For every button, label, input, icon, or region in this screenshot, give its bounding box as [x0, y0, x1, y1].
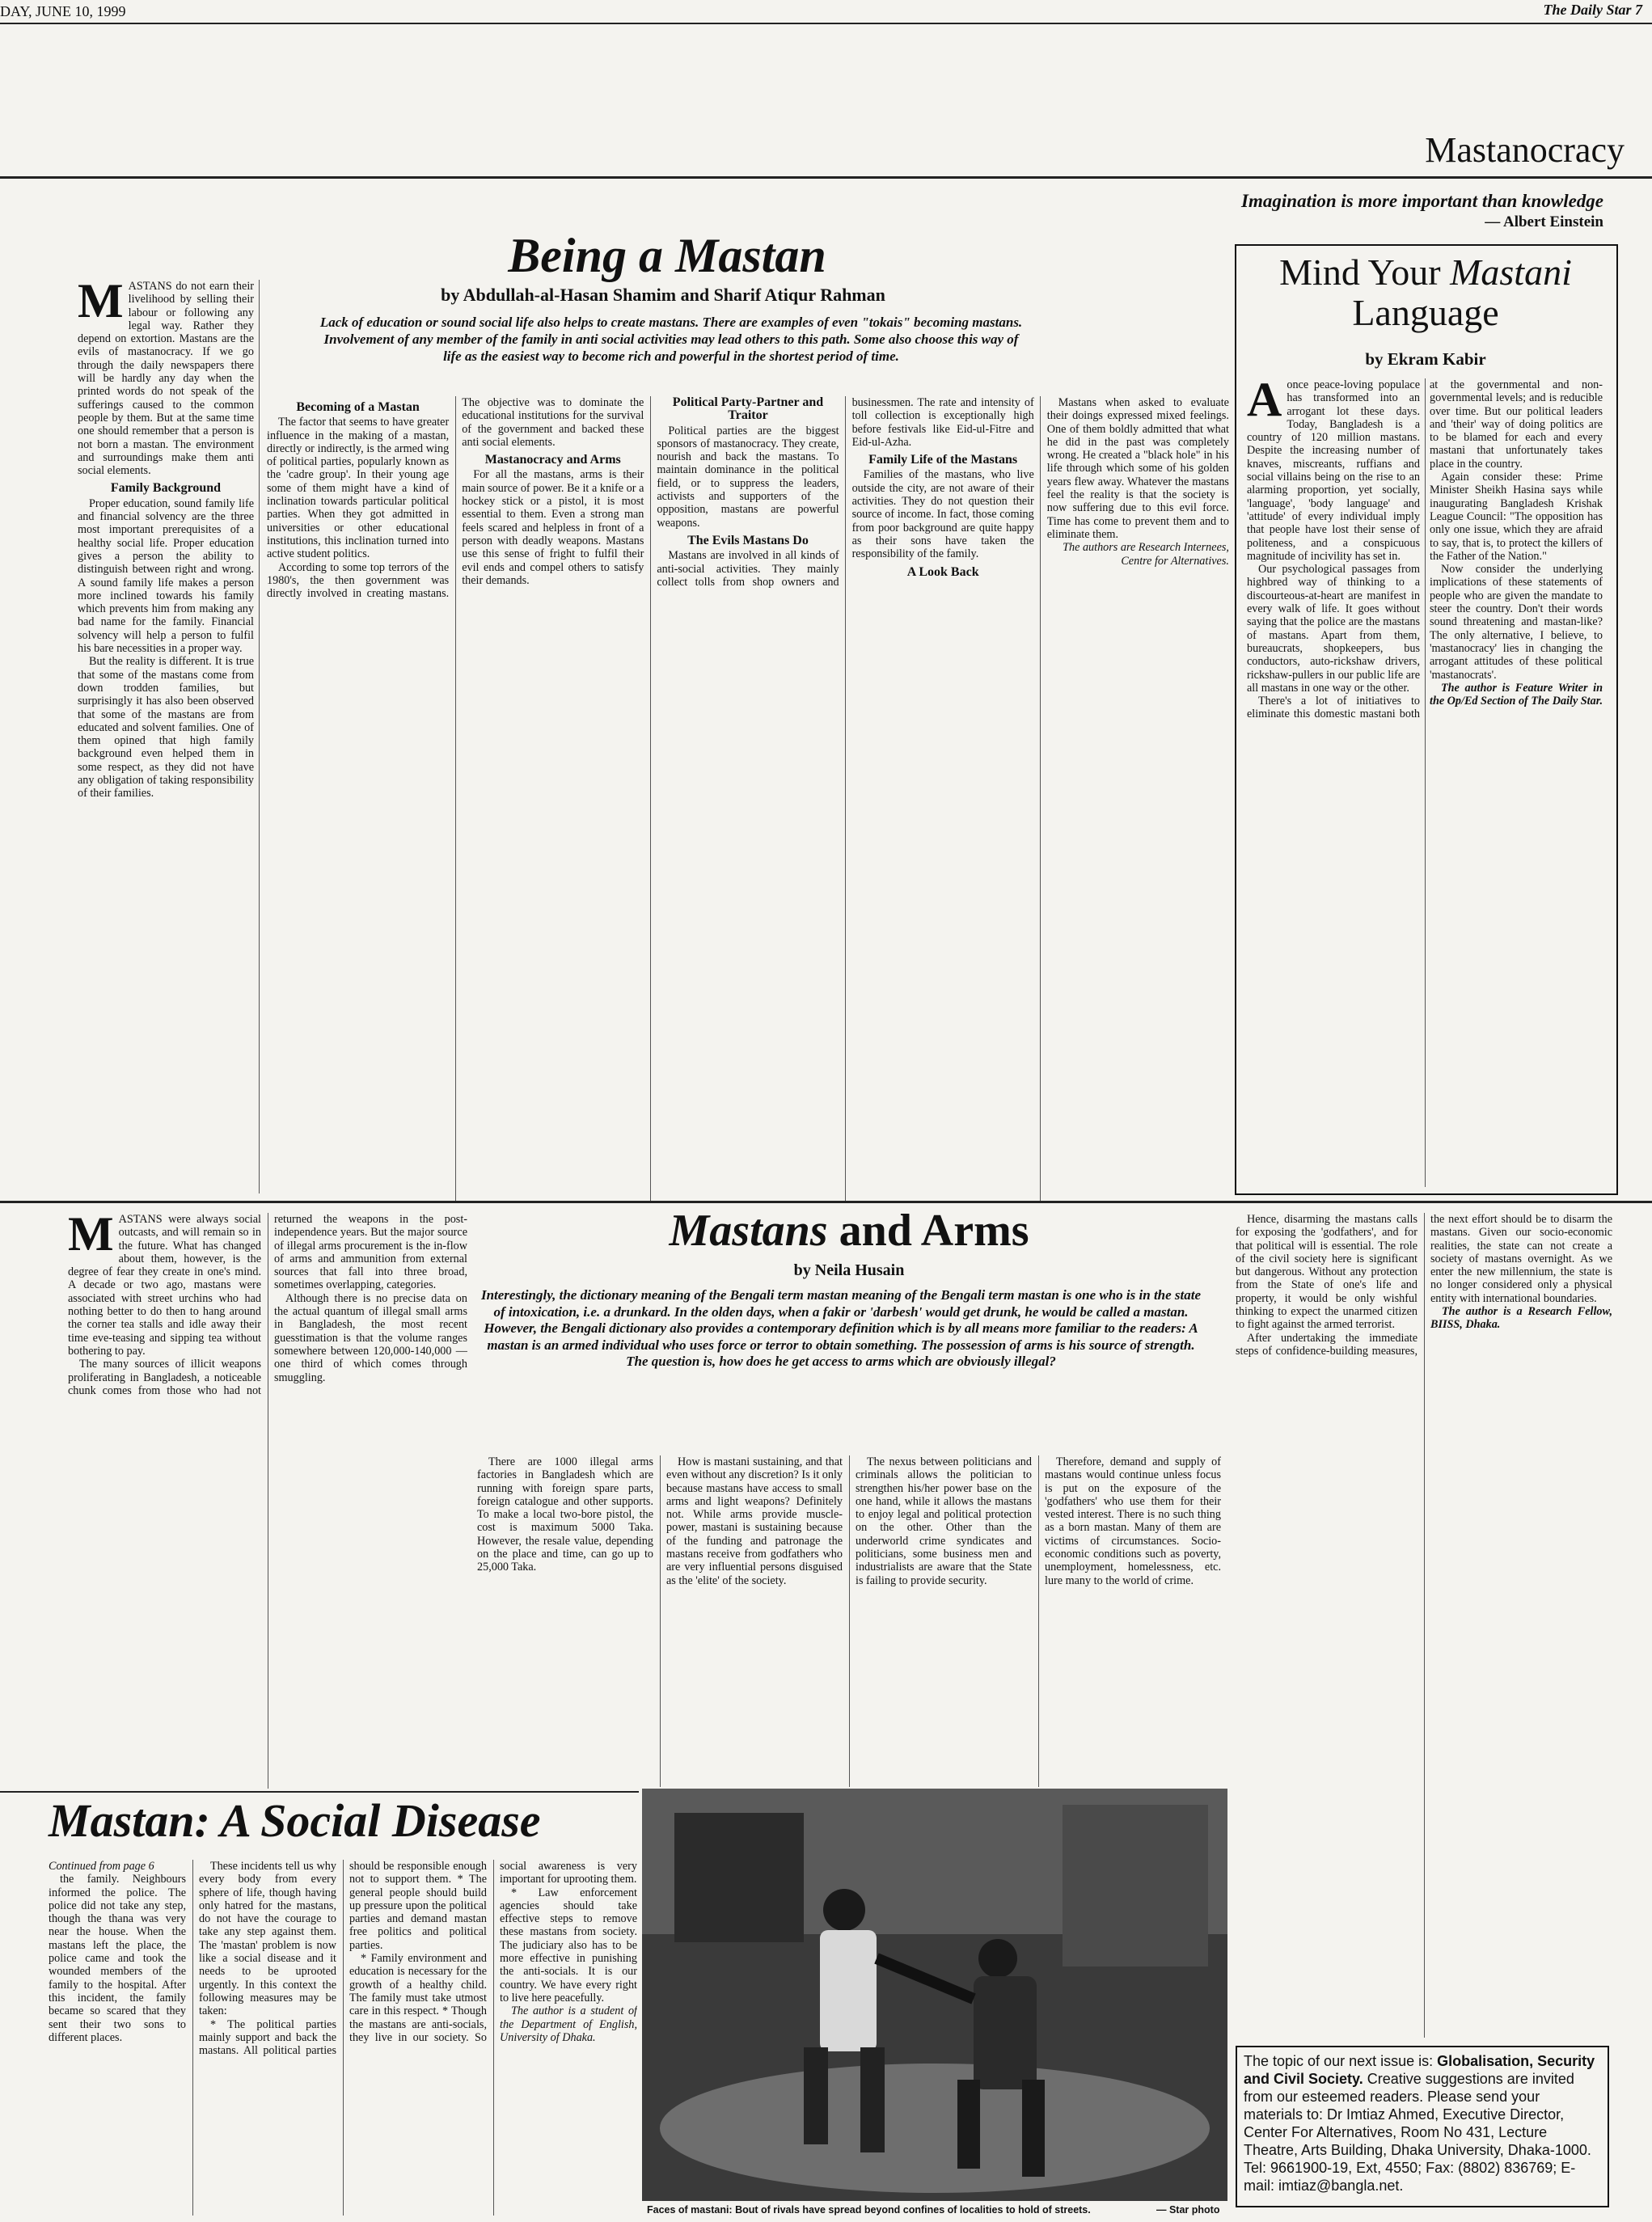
article3-title-rest: and Arms — [827, 1206, 1029, 1256]
article1-footnote: The authors are Research Internees, Centre for Alternatives. — [1063, 541, 1229, 568]
article2-title-pre: Mind Your — [1279, 251, 1451, 293]
article4-title: Mastan: A Social Disease — [49, 1794, 541, 1847]
paper-name: The Daily Star 7 — [1543, 2, 1642, 18]
article1-sub-lookback: A Look Back — [906, 564, 979, 579]
photo-figures-icon — [642, 1789, 1227, 2201]
article2-text4: Now consider the underlying implications of these statements of people who are given the mandate to steer the country. Don't their words sound threatening and mastan-like? The only alternative, I believe, to 'mastanocracy' lies in changing the arrogant attitudes of these political 'mastanocrats'. — [1430, 563, 1603, 682]
article3-footnote: The author is a Research Fellow, BIISS, Dhaka. — [1430, 1305, 1612, 1332]
article1-text9: Mastans when asked to evaluate their doings expressed mixed feelings. One of them boldly admitted that what he did in the past was completely wrong. He created a "black hole" in his life through which some of his golden years flew away. Whatever the mastans feel the reality is that the society is now suffering due to this evil force. Time has come to prevent them and to eliminate them. — [1046, 396, 1229, 541]
article4-text3: * The political parties mainly support and back the mastans. All political parties should be responsible enough not to support them. * The general people should build up pressure upon the political parties and demand mastan free politics and political parties. — [199, 1860, 487, 2058]
article3-text1: The many sources of illicit weapons proliferating in Bangladesh, a noticeable chunk comes from those who had not returned the weapons in the post-independence years. But the major source of illegal arms procurement is the in-flow of arms and ammunition from external sources that fall into three broad, sometimes overlapping, categories. — [68, 1213, 467, 1397]
photo-credit: — Star photo — [1156, 2204, 1220, 2216]
dateline: DAY, JUNE 10, 1999 — [0, 3, 126, 19]
article1-sub-family: Family Background — [110, 481, 222, 496]
article2-title — [1237, 252, 1614, 333]
article4-body — [49, 1860, 637, 2216]
article3-dropcap: M — [68, 1213, 114, 1261]
article4-text1: the family. Neighbours informed the police. The police did not take any step, though the thana was very near the house. When the mastans left the place, the police came and took the wounded members of the family to the hospital. After this incident, the family became so scared that they sent their two sons to different places. — [49, 1873, 186, 2044]
article1-sub-evils: The Evils Mastans Do — [687, 533, 809, 547]
article3-text6: Therefore, demand and supply of mastans would continue unless focus is put on the exposure of the 'godfathers' who use them for their vested interest. There is no such thing as a born mastan. Many of them are victims of circumstances. Socio-economic conditions such as poverty, unemployment, homelessness, etc. lure many to the world of crime. — [1045, 1455, 1221, 1587]
article1-lead-column — [78, 280, 254, 1202]
article1-text7: Mastans are involved in all kinds of anti-social activities. They mainly collect tolls from shop owners and businessmen. The rate and intensity of toll collection is exceptionally high before festivals like Eid-ul-Fitre and Eid-ul-Azha. — [657, 396, 1034, 589]
article1-text8: Families of the mastans, who live outside the city, are not aware of their activities. They do not question their source of income. In fact, those coming from poor background are quite happy as their sons have taken the responsibility of the family. — [851, 468, 1034, 561]
article2-title-em: Mastani — [1450, 251, 1572, 293]
article1-text2: But the reality is different. It is true that some of the mastans come from down trodden families, but surprisingly it has also been observed that some of the mastans are from educated and solvent families. One of them opined that high family background even helped them in some respect, as they did not have any obligation of taking responsibility of their families. — [78, 655, 254, 801]
article3-lead-text: ASTANS were always social outcasts, and will remain so in the future. What has changed about them, however, is the degree of fear they create in one's mind. A decade or two ago, mastans were associated with street urchins who had nothing better to do then to hang around the corner tea stalls and idle away their time eve-teasing and sipping tea without bothering to pay. — [68, 1213, 261, 1358]
article1-sub-familylife: Family Life of the Mastans — [868, 453, 1018, 467]
next-issue-notice — [1236, 2046, 1609, 2207]
article1-title: Being a Mastan — [508, 229, 826, 282]
mid-rule — [0, 1201, 1652, 1203]
article3-text5: The nexus between politicians and criminals allows the politician to strengthen his/her power base on the one hand, while it allows the mastans to enjoy legal and political protection on the other. Other than the underworld crime syndicates and politicians, some business men and industrialists are aware that the State is failing to provide security. — [856, 1455, 1032, 1587]
article2-footnote: The author is Feature Writer in the Op/Ed Section of The Daily Star. — [1430, 681, 1603, 708]
quote-author: — Albert Einstein — [1485, 213, 1603, 230]
notice-body: Creative suggestions are invited from our esteemed readers. Please send your materials to: Dr Imtiaz Ahmed, Executive Director, Center For Alternatives, Room No 431, Lecture Theatre, Arts Building, Dhaka University, Dhaka-1000. Tel: 9661900-19, Ext, 4550; Fax: (8802) 836769; E-mail: imtiaz@bangla.net. — [1244, 2071, 1591, 2194]
article4-text2: These incidents tell us why every body from every sphere of life, though having only hatred for the mastans, do not have the courage to take any step against them. The 'mastan' problem is now like a social disease and it needs to be uprooted urgently. In this context the following measures may be taken: — [199, 1860, 336, 2018]
article3-deck: Interestingly, the dictionary meaning of the Bengali term mastan meaning of the Bengali term mastan is one who is in the state of intoxication, i.e. a drunkard. In the olden days, when a fakir or 'darbesh' would get drunk, he would be called a mastan. However, the Bengali dictionary also provides a contemporary definition which is by all means more familiar to the readers: A mastan is an armed individual who uses force or terror to obtain something. The possession of arms is his source of strength. The question is, how does he get access to arms which are obviously illegal? — [480, 1287, 1202, 1369]
article2-title-post: Language — [1352, 292, 1499, 333]
article2-text2: There's a lot of initiatives to eliminate this domestic mastani both at the governmental and non-governmental levels; and is reducible over time. But our political leaders and 'their' way of doing politics are to be blamed for each and every mastani that unfortunately takes place in the country. — [1247, 378, 1603, 721]
article1-col-rule — [259, 280, 260, 1193]
article2-text3: Again consider these: Prime Minister Sheikh Hasina says while inaugurating Bangladesh Krishak League Council: "The opposition has only one issue, which they are afraid to say, that is, to protect the killers of the Father of the Nation." — [1430, 471, 1603, 563]
article1-sub-becoming: Becoming of a Mastan — [296, 400, 420, 414]
article4-text5: * Law enforcement agencies should take effective steps to remove these mastans from society. The judiciary also has to be more effective in punishing the anti-socials. It is our country. We have every right to live here peacefully. — [500, 1886, 637, 2004]
section-title: Mastanocracy — [1425, 130, 1625, 170]
article1-byline: by Abdullah-al-Hasan Shamim and Sharif Atiqur Rahman — [441, 285, 885, 305]
article1-text5: For all the mastans, arms is their main source of power. Be it a knife or a hockey stick or a pistol, it is most essential to them. Even a strong man feels scared and helpless in front of a person with deadly weapons. Mastans use this sense of fright to fulfil their evil ends and compel others to satisfy their demands. — [462, 468, 644, 587]
article3-left-columns — [68, 1213, 467, 1789]
article3-right-columns — [1236, 1213, 1612, 2038]
article4-text4: * Family environment and education is necessary for the growth of a healthy child. The family must take utmost care in this respect. * Though the mastans are anti-socials, they live in our society. So social awareness is very important for uprooting them. — [349, 1860, 637, 2044]
article1-sub-political: Political Party-Partner and Traitor — [672, 396, 824, 423]
article2-byline: by Ekram Kabir — [1365, 349, 1486, 369]
article1-dropcap: M — [78, 280, 124, 327]
article1-body — [267, 396, 1229, 1201]
notice-topic: Globalisation, Security and Civil Society. — [1244, 2053, 1595, 2087]
article3-byline: by Neila Husain — [793, 1261, 905, 1279]
article4-continued: Continued from page 6 — [49, 1860, 154, 1873]
article4-top-rule — [0, 1791, 639, 1793]
article3-title — [566, 1205, 1132, 1257]
article1-text6: Political parties are the biggest sponsors of mastanocracy. They create, nourish and back the mastans. To maintain dominance in the political field, or to suppress the leaders, activists and supporters of the opposition, mastans are powerful weapons. — [657, 424, 839, 530]
article1-sub-arms: Mastanocracy and Arms — [484, 453, 621, 467]
header-rule — [0, 23, 1652, 24]
article4-footnote: The author is a student of the Department of English, University of Dhaka. — [500, 2004, 637, 2044]
einstein-quote: Imagination is more important than knowledge — [1241, 191, 1603, 211]
article1-text1: Proper education, sound family life and financial solvency are the three most important prerequisites of a healthy social life. Proper education gives a person the ability to distinguish between right and wrong. A sound family life makes a person more inclined towards his family which prevents him from making any bad name for the family. Financial solvency will help a person to fulfil his bare necessities in a proper way. — [78, 496, 254, 656]
article3-text2: Although there is no precise data on the actual quantum of illegal small arms in Bangladesh, the most recent guesstimation is that the volume ranges somewhere between 120,000-140,000 — one third of which comes through smuggling. — [274, 1291, 467, 1384]
article3-text3: There are 1000 illegal arms factories in Bangladesh which are running with foreign spare parts, foreign catalogue and other supports. To make a local two-bore pistol, the cost is maximum 5000 Taka. However, the resale value, depending on the place and time, can go up to 25,000 Taka. — [477, 1455, 653, 1574]
article2-lead-text: once peace-loving populace has transformed into an arrogant lot these days. Today, Bangladesh is a country of 120 million mastans. Despite the increasing number of knaves, miscreants, ruffians and social villains being on the rise to an alarming proportion, yet socially, 'language', 'body language' and 'attitude' of every individual imply that people have lost their sense of politeness, and a conspicuous magnitude of incivility has set in. — [1247, 378, 1420, 563]
notice-intro: The topic of our next issue is: — [1244, 2053, 1438, 2069]
article3-mid-columns — [477, 1455, 1221, 1787]
article3-text8: After undertaking the immediate steps of confidence-building measures, the next effort should be to disarm the mastans. Given our socio-economic realities, the state can not create a society of mastans overnight. As we enter the new millennium, the state is no longer considered only a physical entity with international boundaries. — [1236, 1213, 1612, 1358]
article1-lead-text: ASTANS do not earn their livelihood by selling their labour or following any legal way. Rather they depend on extortion. Mastans are the evils of mastanocracy. If we go through the daily newspapers there will be hardly any day when the printed words do not speak of the sufferings caused to the common people by them. But at the same time one should remember that a person is not born a mastan. The environment and surroundings make them anti social elements. — [78, 280, 254, 478]
article2-body — [1247, 378, 1603, 1187]
article3-text4: How is mastani sustaining, and that even without any discretion? Is it only because mastans have access to small arms and light weapons? Definitely not. While arms provide muscle-power, mastani is sustaining because of the funding and patronage the mastans receive from godfathers who are very influential persons disguised as the 'elite' of the society. — [666, 1455, 843, 1587]
photo-caption: Faces of mastani: Bout of rivals have spread beyond confines of localities to hold of streets. — [647, 2204, 1091, 2216]
article1-text4: According to some top terrors of the 1980's, the then government was directly involved in creating mastans. The objective was to dominate the educational institutions for the survival of the government and backed these anti social elements. — [267, 396, 644, 601]
article1-deck: Lack of education or sound social life also helps to create mastans. There are examples of even "tokais" becoming mastans. Involvement of any member of the family in anti social activities may lead others to this path. Some also choose this way of life as the easiest way to become rich and powerful in the shortest period of time. — [319, 315, 1023, 364]
article2-text1: Our psychological passages from highbred way of thinking to a discourteous-at-heart are manifest in every walk of life. It goes without saying that the police are the mastans of mastans. Apart from them, bureaucrats, shopkeepers, bus conductors, auto-rickshaw drivers, rickshaw-pullers in our public life are all mastans in one way or the other. — [1247, 563, 1420, 695]
section-rule — [0, 176, 1652, 179]
article2-dropcap: A — [1247, 378, 1282, 426]
article1-text3: The factor that seems to have greater influence in the making of a mastan, directly or indirectly, is the armed wing of political parties, popularly known as the 'cadre group'. In their young age some of them might have a kind of inclination towards particular political parties. When they got admitted in universities or other educational institutions, this inclination turned into active student politics. — [267, 416, 450, 561]
article3-text7: Hence, disarming the mastans calls for exposing the 'godfathers', and for that political will is essential. The role of the civil society here is significant but dangerous. Without any protection from the State of one's life and property, it would be only wishful thinking to expect the unarmed citizen to fight against the armed terrorist. — [1236, 1213, 1418, 1332]
street-fight-photo — [642, 1789, 1227, 2201]
article3-title-em: Mastans — [669, 1206, 828, 1256]
